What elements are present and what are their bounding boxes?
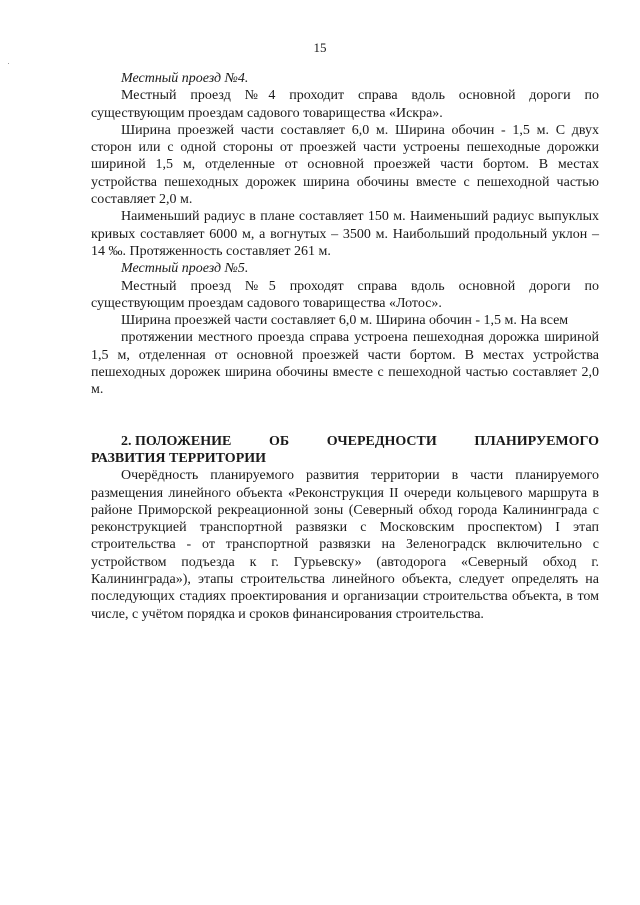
section-2-title-line-2: РАЗВИТИЯ ТЕРРИТОРИИ xyxy=(91,450,267,466)
page-content xyxy=(91,70,599,623)
scan-mark xyxy=(8,63,9,64)
proezd5-paragraph-1: Местный проезд №5 проходят справа вдоль основной дороги по существующим проездам садового товарищества «Лотос». xyxy=(91,278,599,311)
proezd5-paragraph-2b: протяжении местного проезда справа устроена пешеходная дорожка шириной 1,5 м, отделенная от основной проезжей части бортом. В местах устройства пешеходных дорожек ширина обочины вместе с пешеходной частью составляет 2,0 м. xyxy=(91,330,599,398)
page-number: 15 xyxy=(313,40,327,55)
proezd5-paragraph-2a: Ширина проезжей части составляет 6,0 м. Ширина обочин - 1,5 м. На всем xyxy=(121,313,569,329)
section-2-title-line-1 xyxy=(91,433,599,450)
section-2-body: Очерёдность планируемого развития территории в части планируемого размещения линейного объекта «Реконструкция II очереди кольцевого маршрута в районе Приморской рекреационной зоны (Северный обход города Калининграда с реконструкцией транспортной развязки с Московским проспектом) I этап строительства - от транспортной развязки на Зеленоградск включительно с устройством подъезда к г. Гурьевску» (автодорога «Северный обход г. Калининграда»), этапы строительства линейного объекта, следует определять на последующих стадиях проектирования и организации строительства объекта, в том числе, с учётом порядка и сроков финансирования строительства. xyxy=(91,468,599,622)
proezd5-heading: Местный проезд №5. xyxy=(121,261,249,277)
proezd4-heading: Местный проезд №4. xyxy=(121,71,249,86)
proezd4-paragraph-1: Местный проезд №4 проходит справа вдоль основной дороги по существующим проездам садового товарищества «Искра». xyxy=(91,88,599,121)
section-2-title-word-1: 2. ПОЛОЖЕНИЕ xyxy=(121,433,232,449)
proezd4-paragraph-2: Ширина проезжей части составляет 6,0 м. Ширина обочин - 1,5 м. С двух сторон или с одной стороны от проезжей части устроены пешеходные дорожки шириной 1,5 м, отделенные от основной проезжей части бортом. В местах устройства пешеходных дорожек ширина обочины вместе с пешеходной частью составляет 2,0 м. xyxy=(91,122,599,208)
section-2-title-word-4: ПЛАНИРУЕМОГО xyxy=(474,433,599,449)
section-2-title-word-2: ОБ xyxy=(269,433,290,449)
section-spacer xyxy=(91,399,599,433)
proezd4-paragraph-3: Наименьший радиус в плане составляет 150 м. Наименьший радиус выпуклых кривых составляет 6000 м, а вогнутых – 3500 м. Наибольший продольный уклон – 14 ‰. Протяженность составляет 261 м. xyxy=(91,209,599,259)
section-2-title-word-3: ОЧЕРЕДНОСТИ xyxy=(326,433,437,449)
